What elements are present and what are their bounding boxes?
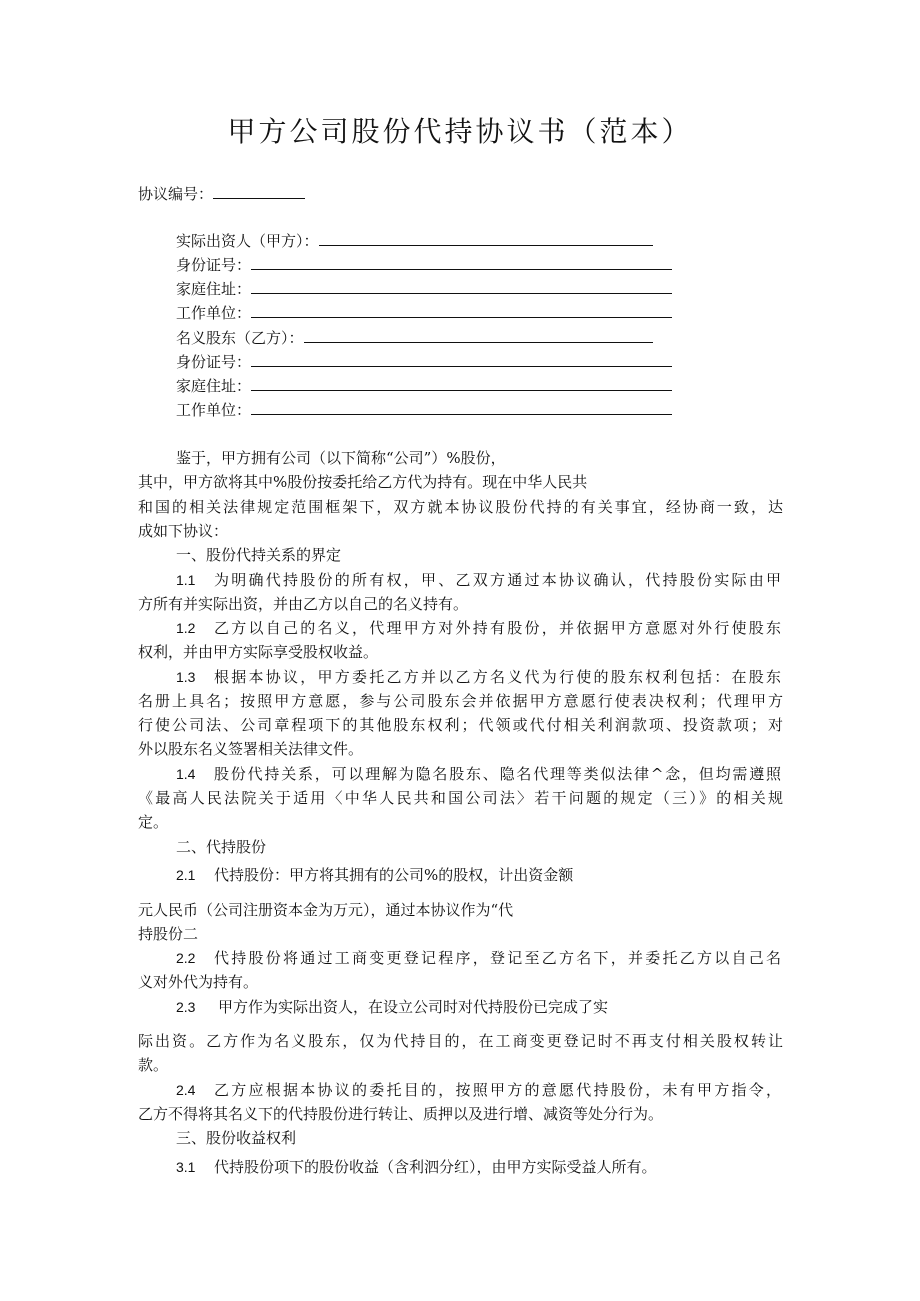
agreement-number-blank [213,183,305,199]
field-label: 实际出资人（甲方）： [176,232,319,250]
clause-line: 行使公司法、公司章程项下的其他股东权利；代领或代付相关利润款项、投资款项；对 [138,716,783,734]
field-blank [251,254,672,270]
clause-text: 代持股份：甲方将其拥有的公司%的股权，计出资金额 [214,866,574,884]
field-label: 身份证号： [176,353,252,371]
clause-line: 持股份二 [138,925,199,943]
clause-line: 定。 [138,813,169,831]
clause-text: 乙方以自己的名义，代理甲方对外持有股份，并依据甲方意愿对外行使股东 [214,619,781,637]
clause-text: 乙方应根据本协议的委托目的，按照甲方的意愿代持股份，未有甲方指令， [214,1081,781,1099]
clause-number: 1.1 [176,572,196,588]
preamble-line: 和国的相关法律规定范围框架下，双方就本协议股份代持的有关事宜，经协商一致，达 [138,498,783,516]
field-blank [319,230,653,246]
document-title: 甲方公司股份代持协议书（范本） [227,115,693,148]
section-heading: 一、股份代持关系的界定 [176,546,342,564]
preamble-line: 鉴于，甲方拥有公司（以下简称“公司”）%股份， [176,449,506,467]
clause-2-2-line [176,946,783,970]
field-label: 身份证号： [176,256,252,274]
clause-number: 3.1 [176,1159,196,1175]
clause-text: 甲方作为实际出资人，在设立公司时对代持股份已完成了实 [218,998,609,1016]
clause-line: 权利，并由甲方实际享受股权收益。 [138,643,379,661]
clause-3-1-line [176,1155,657,1179]
clause-line: 际出资。乙方作为名义股东，仅为代持目的，在工商变更登记时不再支付相关股权转让 [138,1032,783,1050]
clause-2-3-line [176,995,608,1019]
clause-line: 外以股东名义签署相关法律文件。 [138,740,364,758]
clause-number: 1.3 [176,669,196,685]
field-investor-employer [176,301,672,325]
clause-number: 2.4 [176,1082,196,1098]
clause-number: 1.2 [176,620,196,636]
clause-line: 义对外代为持有。 [138,973,259,991]
field-nominee-employer [176,398,672,422]
clause-line: 元人民币（公司注册资本金为万元），通过本协议作为“代 [138,901,514,919]
clause-number: 2.1 [176,867,196,883]
clause-number: 1.4 [176,766,196,782]
clause-line: 《最高人民法院关于适用〈中华人民共和国公司法〉若干问题的规定（三）》的相关规 [138,789,783,807]
field-blank [251,375,672,391]
section-heading: 三、股份收益权利 [176,1129,297,1147]
preamble-line: 其中，甲方欲将其中%股份按委托给乙方代为持有。现在中华人民共 [138,473,588,491]
field-nominee-name [176,326,653,350]
clause-text: 为明确代持股份的所有权，甲、乙双方通过本协议确认，代持股份实际由甲 [214,571,781,589]
field-label: 家庭住址： [176,280,252,298]
field-investor-address [176,277,672,301]
field-blank [304,327,653,343]
clause-text: 根据本协议，甲方委托乙方并以乙方名义代为行使的股东权利包括：在股东 [214,668,781,686]
clause-1-2-line [176,616,783,640]
field-label: 名义股东（乙方）： [176,329,304,347]
preamble-line: 成如下协议： [138,522,229,540]
field-investor-name [176,229,653,253]
clause-text: 代持股份项下的股份收益（含利泗分红），由甲方实际受益人所有。 [214,1158,657,1176]
clause-line: 款。 [138,1056,169,1074]
field-label: 工作单位： [176,304,252,322]
agreement-number-label: 协议编号： [138,185,214,203]
clause-2-1-line [176,863,573,887]
clause-line: 乙方不得将其名义下的代持股份进行转让、质押以及进行增、减资等处分行为。 [138,1105,664,1123]
field-investor-id [176,253,672,277]
clause-1-1-line [176,568,783,592]
field-blank [251,278,672,294]
clause-1-3-line [176,665,783,689]
clause-number: 2.3 [176,999,196,1015]
section-heading: 二、代持股份 [176,838,267,856]
clause-2-4-line [176,1078,783,1102]
field-nominee-address [176,374,672,398]
clause-line: 名册上具名；按照甲方意愿，参与公司股东会并依据甲方意愿行使表决权利；代理甲方 [138,692,783,710]
field-blank [251,399,672,415]
agreement-number-line [138,182,305,206]
clause-line: 方所有并实际出资，并由乙方以自己的名义持有。 [138,595,469,613]
field-label: 工作单位： [176,401,252,419]
clause-1-4-line [176,762,783,786]
field-blank [251,351,672,367]
field-blank [251,302,672,318]
field-nominee-id [176,350,672,374]
clause-number: 2.2 [176,950,196,966]
clause-text: 股份代持关系，可以理解为隐名股东、隐名代理等类似法律^念，但均需遵照 [214,765,781,783]
clause-text: 代持股份将通过工商变更登记程序，登记至乙方名下，并委托乙方以自己名 [214,949,781,967]
field-label: 家庭住址： [176,377,252,395]
